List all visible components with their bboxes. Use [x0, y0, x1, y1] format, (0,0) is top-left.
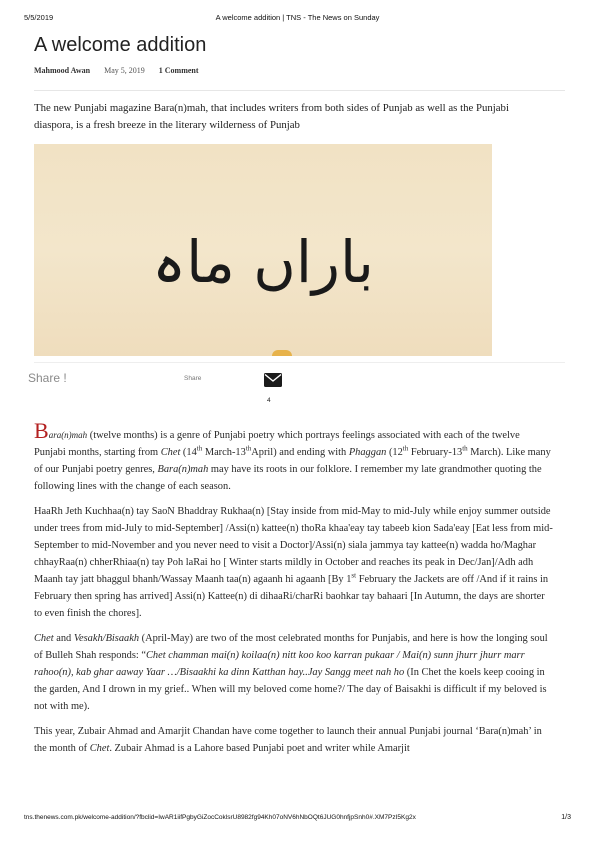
- article-meta: [34, 66, 199, 75]
- meta-divider: [34, 90, 565, 91]
- drop-cap: B: [34, 418, 49, 443]
- share-bar: [28, 371, 565, 407]
- email-share-count: 4: [267, 397, 271, 404]
- publish-date: May 5, 2019: [104, 66, 145, 75]
- hero-decoration: [272, 350, 292, 356]
- hero-image: [34, 144, 492, 356]
- article-body: [34, 418, 554, 765]
- page-url: tns.thenews.com.pk/welcome-addition/?fbclid=IwAR1iifPgbyGiZocCoklsrU8982fg94Kh07oNV6hNbOQt6JUG0hnfjpSnh0#.XM7PzI5Kg2x: [24, 814, 416, 821]
- share-label[interactable]: Share: [184, 375, 202, 382]
- envelope-icon[interactable]: [264, 373, 282, 387]
- paragraph-folk-verse: HaaRh Jeth Kuchhaa(n) tay SaoN Bhaddray Rukhaa(n) [Stay inside from mid-May to mid-July while enjoy summer outside under trees from mid-July to mid-September] /Assi(n) kattee(n) thoRa khaa'eay tay tabeeb kion Sada'eay [Eat less from mid-September to mid-November and you never need to visit a Doctor]/Assi(n) siala jammya tay kattee(n) wadda ho/Maghar chhayRaa(n) chherRhiaa(n) tay Poh laRai ho [ Winter starts mildly in October and reaches its peak in Dec/Jan]/Adh adh Maanh tay jatt bhaggul bhanh/Wassay Maanh taa(n) agaanh hi agaanh [By 1st February the Jackets are off /And if it rains in February then spring has arrived] Assi(n) Kattee(n) di dihaaRi/charRi baohkar tay bahaari [In Autumn, the days are shorter to even finish the chores].: [34, 506, 553, 619]
- share-divider: [34, 362, 565, 363]
- share-title: Share !: [28, 371, 67, 385]
- article-headline: A welcome addition: [34, 34, 207, 56]
- print-header: [24, 13, 571, 25]
- print-date: 5/5/2019: [24, 13, 54, 22]
- page-number: 1/3: [561, 814, 571, 821]
- paragraph-bulleh-shah: Chet and Vesakh/Bisaakh (April-May) are two of the most celebrated months for Punjabis, and here is how the longing soul of Bulleh Shah responds: “Chet chamman mai(n) koilaa(n) nitt koo koo karran pukaar / Mai(n) sunn jhurr jhurr marr rahoo(n), kab ghar aaway Yaar …/Bisaakhi ka dinn Katthan hay..Jay Sangg meet nah ho (In Chet the koels keep cooing in the garden, And I drown in my grief.. When will my beloved come home?/ The day of Baisakhi is difficult if my beloved is not with me).: [34, 633, 548, 712]
- hero-urdu-calligraphy: باراں ماہ: [152, 228, 374, 296]
- author-link[interactable]: Mahmood Awan: [34, 66, 91, 75]
- paragraph-journal-launch: This year, Zubair Ahmad and Amarjit Chandan have come together to launch their annual Punjabi journal ‘Bara(n)mah’ in the month of Chet. Zubair Ahmad is a Lahore based Punjabi poet and writer while Amarjit: [34, 726, 542, 754]
- article-standfirst: The new Punjabi magazine Bara(n)mah, that includes writers from both sides of Punjab as well as the Punjabi diaspora, is a fresh breeze in the literary wilderness of Punjab: [34, 102, 509, 131]
- print-footer: [24, 814, 571, 826]
- paragraph-intro: Bara(n)mah (twelve months) is a genre of Punjabi poetry which portrays feelings associated with each of the twelve Punjabi months, starting from Chet (14th March-13thApril) and ending with Phaggan (12th February-13th March). Like many of our Punjabi poetry genres, Bara(n)mah may have its roots in our folklore. I remember my late grandmother quoting the following lines with the change of each season.: [34, 418, 551, 492]
- print-page-title: A welcome addition | TNS - The News on Sunday: [215, 13, 380, 22]
- comments-link[interactable]: 1 Comment: [158, 66, 199, 75]
